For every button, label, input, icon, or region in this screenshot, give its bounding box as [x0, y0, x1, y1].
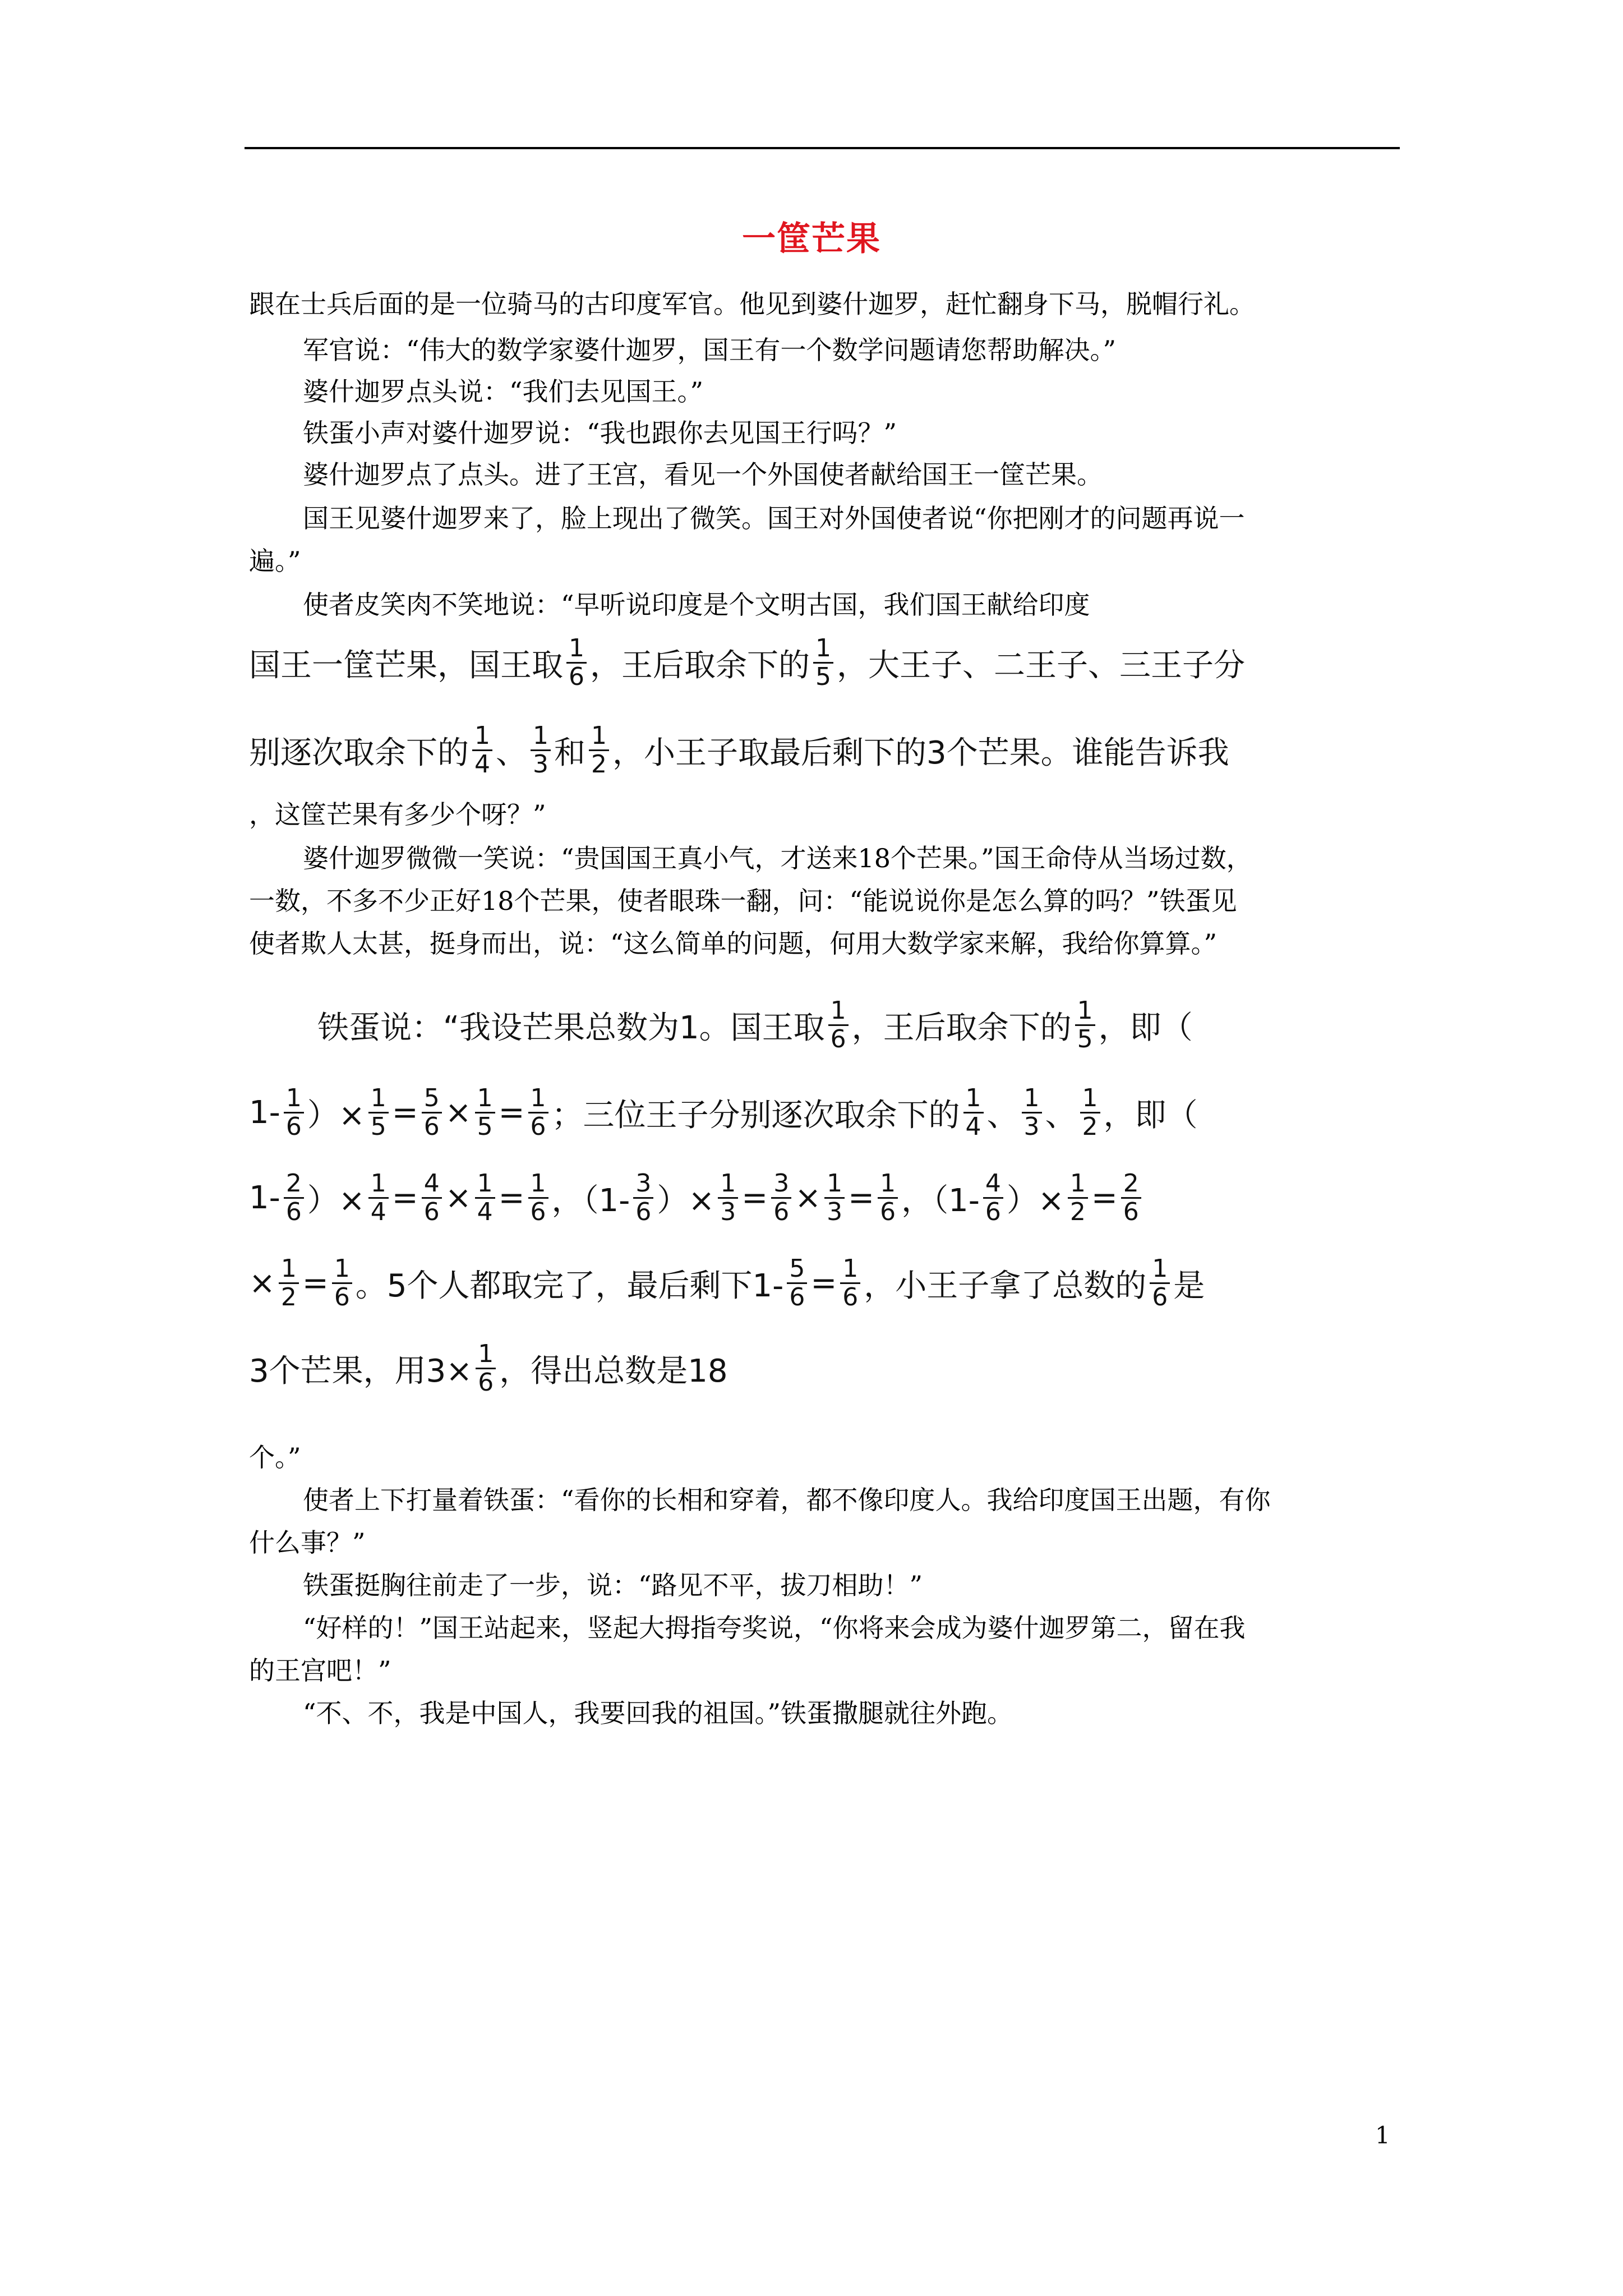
solution-line-1: 铁蛋说：“我设芒果总数为1。国王取 $\frac{1}{6}$ ，王后取余下的 $\frac{1}{5}$ ，即（: [317, 996, 1193, 1053]
paragraph-line: 铁蛋小声对婆什迦罗说：“我也跟你去见国王行吗？”: [303, 418, 897, 448]
solution-line-4: × $\frac{1}{2}$ = $\frac{1}{6}$ 。5个人都取完了，最后剩下1- $\frac{5}{6}$ = $\frac{1}{6}$ ，小王子拿了总数的 $\frac{1}{6}$ 是: [249, 1254, 1205, 1312]
fraction: $\frac{1}{5}$: [813, 635, 833, 691]
paragraph-line: 婆什迦罗点了点头。进了王宫，看见一个外国使者献给国王一筐芒果。: [303, 459, 1103, 490]
fraction: $\frac{1}{5}$: [1075, 997, 1095, 1053]
paragraph-line: 遍。”: [249, 546, 301, 576]
solution-line-2: 1- $\frac{1}{6}$ ）× $\frac{1}{5}$ = $\frac{5}{6}$ × $\frac{1}{5}$ = $\frac{1}{6}$ ；三位王子分别逐次取余下的 $\frac{1}{4}$ 、 $\frac{1}{3}$ 、 $\frac{1}{2}$ ，即（: [249, 1084, 1198, 1141]
paragraph-line: 使者上下打量着铁蛋：“看你的长相和穿着，都不像印度人。我给印度国王出题，有你: [303, 1485, 1271, 1515]
paragraph-line: 军官说：“伟大的数学家婆什迦罗，国王有一个数学问题请您帮助解决。”: [303, 335, 1117, 365]
paragraph-line: ，这筐芒果有多少个呀？”: [249, 799, 546, 830]
fraction: $\frac{1}{4}$: [472, 723, 492, 778]
paragraph-line: 什么事？”: [249, 1527, 366, 1558]
paragraph-line: “不、不，我是中国人，我要回我的祖国。”铁蛋撒腿就往外跑。: [303, 1698, 1013, 1728]
problem-line-2: 别逐次取余下的 $\frac{1}{4}$ 、 $\frac{1}{3}$ 和 $\frac{1}{2}$ ，小王子取最后剩下的3个芒果。谁能告诉我: [249, 721, 1229, 779]
paragraph-line: 婆什迦罗微微一笑说：“贵国国王真小气，才送来18个芒果。”国王命侍从当场过数，: [303, 843, 1252, 873]
page-title: 一筐芒果: [742, 219, 881, 259]
paragraph-line: 跟在士兵后面的是一位骑马的古印度军官。他见到婆什迦罗，赶忙翻身下马，脱帽行礼。: [249, 289, 1255, 319]
paragraph-line: 个。”: [249, 1442, 301, 1473]
paragraph-line: 国王见婆什迦罗来了，脸上现出了微笑。国王对外国使者说“你把刚才的问题再说一: [303, 503, 1245, 533]
solution-line-5: 3个芒果，用3× $\frac{1}{6}$ ，得出总数是18: [249, 1340, 728, 1397]
paragraph-line: 婆什迦罗点头说：“我们去见国王。”: [303, 376, 704, 407]
fraction: $\frac{1}{6}$: [828, 997, 849, 1053]
fraction: $\frac{1}{6}$: [566, 635, 587, 691]
fraction: $\frac{1}{3}$: [531, 723, 551, 778]
paragraph-line: 的王宫吧！”: [249, 1655, 391, 1686]
problem-line-1: 国王一筐芒果，国王取 $\frac{1}{6}$ ，王后取余下的 $\frac{1}{5}$ ，大王子、二王子、三王子分: [249, 634, 1245, 691]
header-rule: [245, 147, 1400, 149]
paragraph-line: 使者皮笑肉不笑地说：“早听说印度是个文明古国，我们国王献给印度: [303, 590, 1090, 620]
paragraph-line: 一数，不多不少正好18个芒果，使者眼珠一翻，问：“能说说你是怎么算的吗？”铁蛋见: [249, 886, 1237, 916]
paragraph-line: 铁蛋挺胸往前走了一步，说：“路见不平，拔刀相助！”: [303, 1570, 923, 1600]
fraction: $\frac{1}{2}$: [589, 723, 609, 778]
page-number: 1: [1375, 2122, 1390, 2149]
paragraph-line: 使者欺人太甚，挺身而出，说：“这么简单的问题，何用大数学家来解，我给你算算。”: [249, 928, 1218, 959]
solution-line-3: 1- $\frac{2}{6}$ ）× $\frac{1}{4}$ = $\frac{4}{6}$ × $\frac{1}{4}$ = $\frac{1}{6}$ ，（1- $\frac{3}{6}$ ）× $\frac{1}{3}$ = $\frac{3}{6}$ × $\frac{1}{3}$ = $\frac{1}{6}$ ，（1- $\frac{4}{6}$ ）× $\frac{1}{2}$ = $\frac{2}{6}$: [249, 1170, 1145, 1226]
paragraph-line: “好样的！”国王站起来，竖起大拇指夸奖说，“你将来会成为婆什迦罗第二，留在我: [303, 1613, 1246, 1643]
